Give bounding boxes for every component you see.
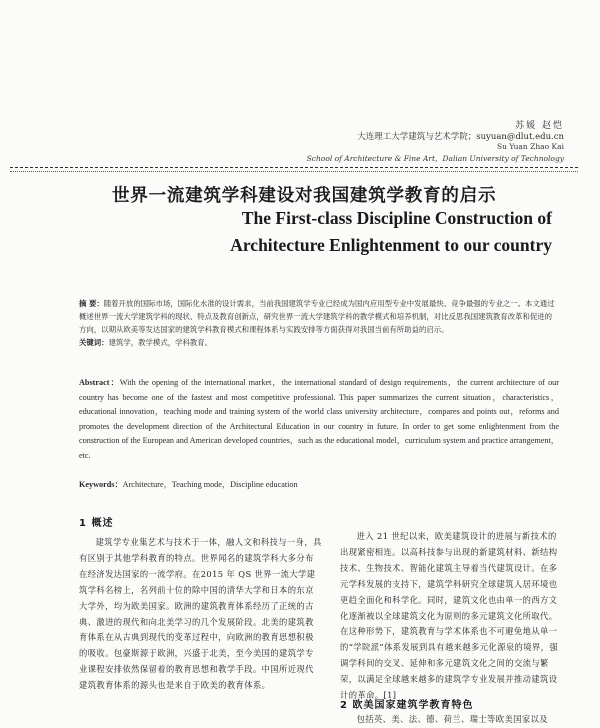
abstract-en-text: With the opening of the international market，the international standard of design requirements，the current architecture of our country has become one of the fastest and most competitive professional. This paper summarizes the current situation，characteristics，educational innovation，teaching mode and training system of the world class university architecture，compares and points out，reforms and promotes the development direction of the Architectural Education in our country in future. In order to get some enlightenment from the construction of the European and American developed countries，such as the educational model，curriculum system and practice arrangement，etc. [79,378,559,460]
right-column-paragraph: 进入 21 世纪以来，欧美建筑设计的进展与新技术的出现紧密相连。以高科技参与出现的新建筑材料、新结构技术、生物技术、智能化建筑主导着当代建筑设计。在多元学科发展的支持下，建筑学科研究全球建筑人居环境也更趋全面化和科学化。同时，建筑文化也由单一的西方文化逐渐被以全球建筑文化为原则的多元建筑文化所取代。在这种形势下，建筑教育与学术体系也不可避免地从单一的“学院派”体系发展到具有越来越多元化源泉的境界，强调学科间的交叉、延伸和多元建筑文化之间的交流与繁荣，以满足全球越来越多的建筑学专业发展并推动建筑设计的革命。[1] [340,531,559,701]
section1-heading: 1 概述 [79,518,114,529]
abstract-cn-text: 随着开放的国际市场，国际化水准的设计需求，当前我国建筑学专业已经成为国内应用型专业中发展最快、竞争最强的专业之一。本文通过概述世界一流大学建筑学科的现状、特点及教育创新点，研究世界一流大学建筑学科的教学模式和培养机制，对比反思我国建筑教育改革和促进的方向，以期从欧美等发达国家的建筑学科教育模式和课程体系与实践安排等方面获得对我国当前有所助益的启示。 [79,299,555,335]
abstract-en-label: Abstract： [79,378,120,387]
section2-first-line: 包括英、美、法、德、荷兰、瑞士等欧美国家以及 [356,714,548,724]
title-en-line2: Architecture Enlightenment to our country [230,235,552,255]
header-rule [10,167,578,168]
right-column-body [340,529,560,704]
abstract-cn [79,297,559,337]
abstract-en [79,376,559,463]
keywords-en-label: Keywords： [79,480,123,489]
keywords-cn [79,336,559,349]
section1-body [79,535,322,694]
section2-heading: 2 欧美国家建筑学教育特色 [340,700,474,711]
authors-cn: 苏媛 赵恺 [515,121,564,131]
keywords-cn-label: 关键词： [79,338,109,347]
keywords-en-text: Architecture，Teaching mode，Discipline education [122,480,298,489]
title-cn: 世界一流建筑学科建设对我国建筑学教育的启示 [112,186,497,206]
section1-paragraph: 建筑学专业集艺术与技术于一体，融人文和科技与一身，具有区别于其他学科教育的特点。世界闻名的建筑学科大多分布在经济发达国家的一流学府。在2015 年 QS 世界一流大学建筑学科名榜上，名列前十位的除中国的清华大学和日本的东京大学外，均为欧美国家。欧洲的建筑教育体系经历了正统的古典、激进的现代和向北美学习的几个发展阶段。北美的建筑教育体系在从古典到现代的变革过程中，向欧洲的教育思想积极的吸收。包豪斯源于欧洲，兴盛于北美，至今美国的建筑学专业课程安排依然保留着的教育思想和教学手段。中国所近现代建筑教育体系的源头也是来自于欧美的教育体系。 [79,537,322,691]
title-en-line1: The First-class Discipline Construction of [241,208,552,228]
keywords-cn-text: 建筑学，教学模式，学科教育。 [108,338,213,347]
affiliation-cn: 大连理工大学建筑与艺术学院；suyuan@dlut.edu.cn [357,132,564,142]
abstract-cn-label: 摘 要： [79,299,104,308]
affiliation-en: School of Architecture & Fine Art，Dalian University of Technology [306,154,564,163]
header-rule-thin [10,171,578,172]
authors-en: Su Yuan Zhao Kai [496,142,564,151]
keywords-en [79,478,559,491]
